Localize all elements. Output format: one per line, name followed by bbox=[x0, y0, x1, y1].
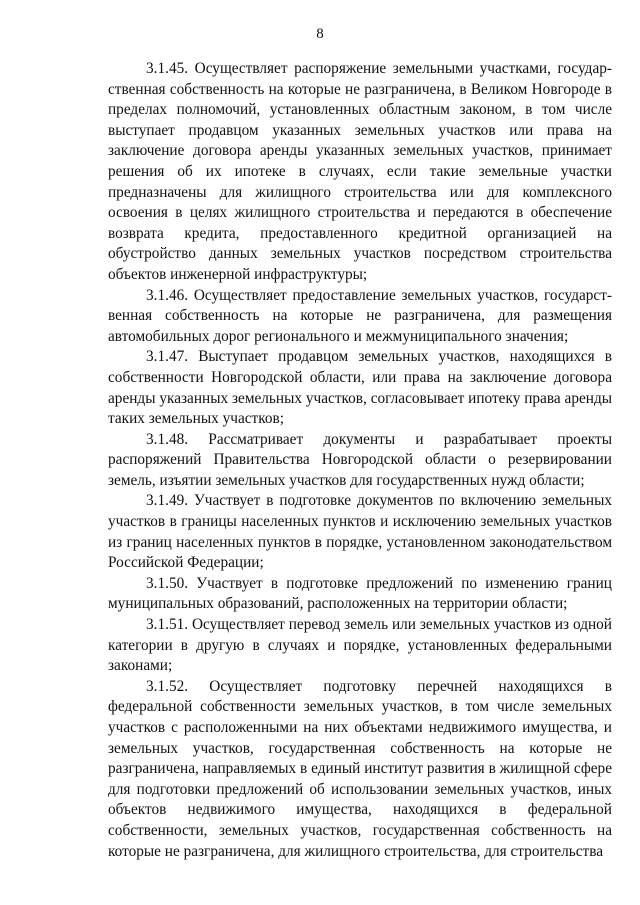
paragraph-3-1-52: 3.1.52. Осуществляет подготовку перечней находящихся в федеральной собственности земельных участков, в том числе земельных участков с расположенными на них объектами недвижимого имущества, и земельных участков, государственная собственность на которые не разграничена, направляемых в единый институт развития в жилищной сфере для подготовки предложений об использовании земельных участков, иных объектов недвижимого имущества, находящихся в федеральной собственности, земельных участков, государственная собственность на которые не разграничена, для жилищного строительства, для строительства bbox=[108, 677, 612, 860]
paragraph-3-1-48: 3.1.48. Рассматривает документы и разрабатывает проекты распоряжений Правительства Новгородской области о резервировании земель, изъятии земельных участков для государственных нужд области; bbox=[108, 430, 612, 489]
paragraph-3-1-46: 3.1.46. Осуществляет предоставление земельных участков, государст-венная собственность на которые не разграничена, для размещения автомобильных дорог регионального и межмуниципального значения; bbox=[108, 286, 612, 345]
paragraph-3-1-51: 3.1.51. Осуществляет перевод земель или земельных участков из одной категории в другую в случаях и порядке, установленных федеральными законами; bbox=[108, 616, 612, 675]
paragraph-3-1-50: 3.1.50. Участвует в подготовке предложений по изменению границ муниципальных образований, расположенных на территории области; bbox=[108, 574, 612, 613]
paragraph-3-1-49: 3.1.49. Участвует в подготовке документов по включению земельных участков в границы населенных пунктов и исключению земельных участков из границ населенных пунктов в порядке, установленном законодательством Российской Федерации; bbox=[108, 492, 612, 572]
paragraph-3-1-45: 3.1.45. Осуществляет распоряжение земельными участками, государ-ственная собственность на которые не разграничена, в Великом Новгороде в пределах полномочий, установленных областным законом, в том числе выступает продавцом указанных земельных участков или права на заключение договора аренды указанных земельных участков, принимает решения об их ипотеке в случаях, если такие земельные участки предназначены для жилищного строительства или для комплексного освоения в целях жилищного строительства и передаются в обеспечение возврата кредита, предоставленного кредитной организацией на обустройство данных земельных участков посредством строительства объектов инженерной инфраструктуры; bbox=[108, 60, 612, 283]
page-number: 8 bbox=[316, 26, 324, 42]
document-body bbox=[108, 59, 612, 862]
paragraph-3-1-47: 3.1.47. Выступает продавцом земельных участков, находящихся в собственности Новгородской области, или права на заключение договора аренды указанных земельных участков, согласовывает ипотеку права аренды таких земельных участков; bbox=[108, 348, 612, 428]
